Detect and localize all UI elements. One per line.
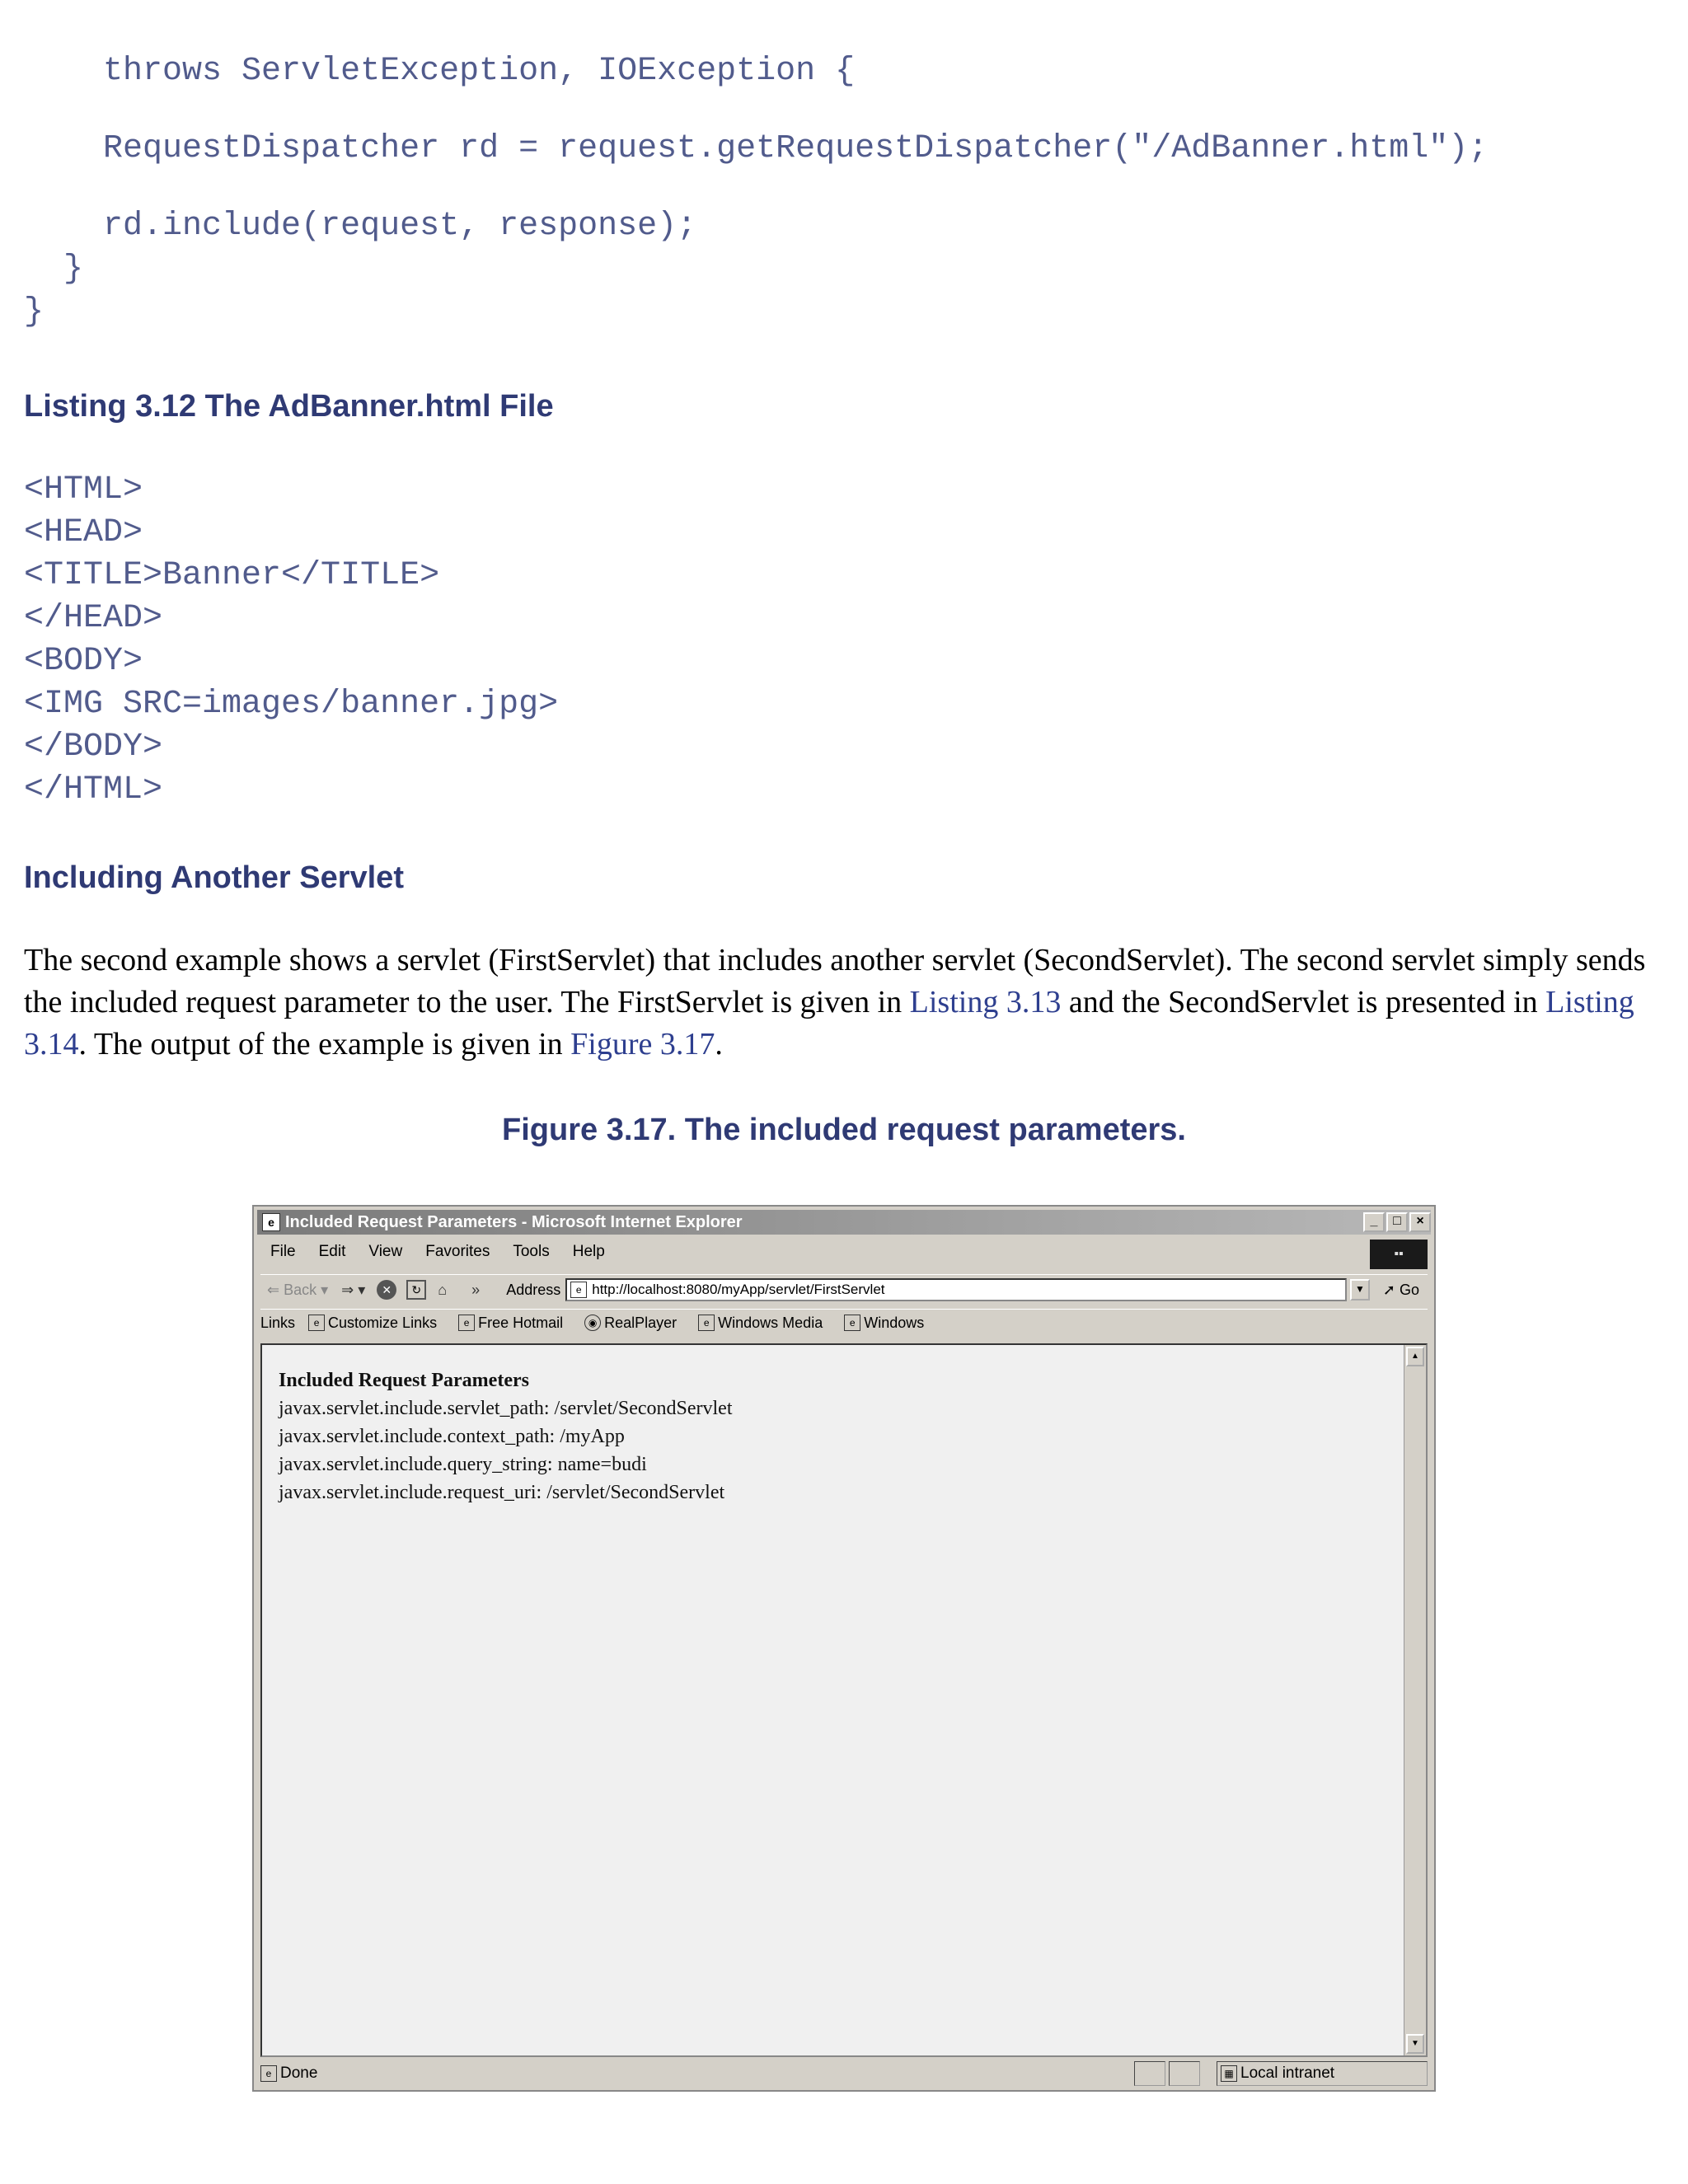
forward-button[interactable]: ⇒ ▾ <box>341 1281 366 1298</box>
address-label: Address <box>506 1281 561 1298</box>
status-text: Done <box>280 2064 318 2082</box>
code-line: rd.include(request, response); <box>24 208 697 245</box>
page-icon: e <box>458 1315 475 1331</box>
link-label: Windows <box>864 1314 925 1331</box>
browser-content-area <box>260 1343 1428 2057</box>
ie-page-icon: e <box>262 1213 280 1231</box>
link-windows[interactable] <box>844 1315 924 1332</box>
intranet-icon: ▦ <box>1221 2065 1237 2082</box>
paragraph-text: The second example shows a servlet (FirstServlet) that includes another servlet (SecondServlet). The second servlet simply sends the included request parameter to the user. The FirstServlet is given in <box>24 943 1646 1019</box>
code-line: <IMG SRC=images/banner.jpg> <box>24 686 559 723</box>
maximize-icon[interactable]: □ <box>1386 1212 1408 1232</box>
listing-heading: Listing 3.12 The AdBanner.html File <box>24 389 554 424</box>
link-customize-links[interactable] <box>308 1315 437 1332</box>
link-label: Customize Links <box>328 1314 438 1331</box>
section-heading: Including Another Servlet <box>24 860 404 895</box>
link-free-hotmail[interactable] <box>458 1315 563 1332</box>
minimize-icon[interactable]: _ <box>1363 1212 1385 1232</box>
code-line: <HTML> <box>24 471 143 509</box>
status-panel <box>1169 2061 1200 2086</box>
back-button[interactable]: ⇐ Back ▾ <box>267 1281 329 1298</box>
menu-view[interactable]: View <box>368 1243 403 1260</box>
status-bar <box>260 2060 1428 2087</box>
menu-edit[interactable]: Edit <box>318 1243 346 1260</box>
browser-title: Included Request Parameters - Microsoft Internet Explorer <box>285 1212 743 1231</box>
page-icon: e <box>698 1315 715 1331</box>
link-label: Free Hotmail <box>478 1314 564 1331</box>
link-label: RealPlayer <box>604 1314 678 1331</box>
figure-3-17-link[interactable]: Figure 3.17 <box>570 1027 715 1062</box>
link-realplayer[interactable] <box>584 1315 677 1332</box>
body-paragraph <box>24 940 1672 1066</box>
code-line: <BODY> <box>24 643 143 680</box>
page-heading: Included Request Parameters <box>279 1370 529 1391</box>
menu-file[interactable]: File <box>270 1243 296 1260</box>
menu-tools[interactable]: Tools <box>513 1243 550 1260</box>
menu-help[interactable]: Help <box>572 1243 605 1260</box>
windows-logo-icon: ▪▪ <box>1370 1240 1428 1269</box>
link-label: Windows Media <box>718 1314 823 1331</box>
go-button[interactable]: ➚ Go <box>1382 1281 1419 1298</box>
listing-3-14-link[interactable]: Listing 3.14 <box>24 985 1634 1062</box>
page-line: javax.servlet.include.servlet_path: /servlet/SecondServlet <box>279 1398 733 1419</box>
links-label: Links <box>260 1314 296 1331</box>
realplayer-icon: ◉ <box>584 1315 601 1331</box>
page-icon: e <box>844 1315 860 1331</box>
stop-icon[interactable]: ✕ <box>377 1280 396 1300</box>
code-line: } <box>24 293 45 330</box>
scroll-up-icon[interactable]: ▲ <box>1406 1347 1424 1366</box>
address-field[interactable] <box>565 1278 1347 1301</box>
code-line: <HEAD> <box>24 514 143 551</box>
figure-caption: Figure 3.17. The included request parameters. <box>502 1113 1186 1147</box>
home-icon[interactable]: ⌂ <box>438 1281 448 1298</box>
menu-favorites[interactable]: Favorites <box>425 1243 490 1260</box>
scroll-down-icon[interactable]: ▼ <box>1406 2034 1424 2054</box>
listing-3-13-link[interactable]: Listing 3.13 <box>909 985 1062 1019</box>
chevron-more-icon[interactable]: » <box>471 1281 481 1298</box>
code-line: </BODY> <box>24 729 163 766</box>
link-windows-media[interactable] <box>698 1315 823 1332</box>
page-icon: e <box>570 1282 587 1298</box>
status-panel <box>1134 2061 1165 2086</box>
close-icon[interactable]: × <box>1409 1212 1431 1232</box>
page-output <box>279 1366 733 1507</box>
code-line: <TITLE>Banner</TITLE> <box>24 557 440 594</box>
page-icon: e <box>308 1315 325 1331</box>
browser-toolbar <box>260 1274 1428 1305</box>
links-bar <box>260 1309 1428 1336</box>
status-done <box>260 2064 1131 2083</box>
vertical-scrollbar[interactable] <box>1404 1345 1426 2055</box>
code-line: } <box>24 251 84 288</box>
browser-title-bar <box>257 1210 1431 1235</box>
page-line: javax.servlet.include.context_path: /myApp <box>279 1426 625 1447</box>
code-line: </HTML> <box>24 771 163 808</box>
paragraph-text: . <box>715 1027 723 1062</box>
chevron-down-icon[interactable]: ▼ <box>1350 1279 1370 1301</box>
paragraph-text: and the SecondServlet is presented in <box>1061 985 1546 1019</box>
security-zone <box>1217 2061 1428 2086</box>
browser-window-figure <box>252 1205 1436 2092</box>
back-label: Back <box>284 1281 317 1298</box>
code-line: throws ServletException, IOException { <box>24 53 856 90</box>
page-icon: e <box>260 2065 277 2082</box>
address-value: http://localhost:8080/myApp/servlet/FirstServlet <box>592 1282 885 1297</box>
code-line: RequestDispatcher rd = request.getRequestDispatcher("/AdBanner.html"); <box>24 130 1489 167</box>
page-line: javax.servlet.include.query_string: name=budi <box>279 1454 647 1475</box>
browser-menu-bar <box>260 1240 1385 1264</box>
paragraph-text: . The output of the example is given in <box>78 1027 571 1062</box>
go-label: Go <box>1399 1281 1419 1298</box>
code-line: </HEAD> <box>24 600 163 637</box>
zone-text: Local intranet <box>1240 2064 1335 2082</box>
refresh-icon[interactable]: ↻ <box>406 1280 426 1300</box>
page-line: javax.servlet.include.request_uri: /servlet/SecondServlet <box>279 1482 725 1503</box>
